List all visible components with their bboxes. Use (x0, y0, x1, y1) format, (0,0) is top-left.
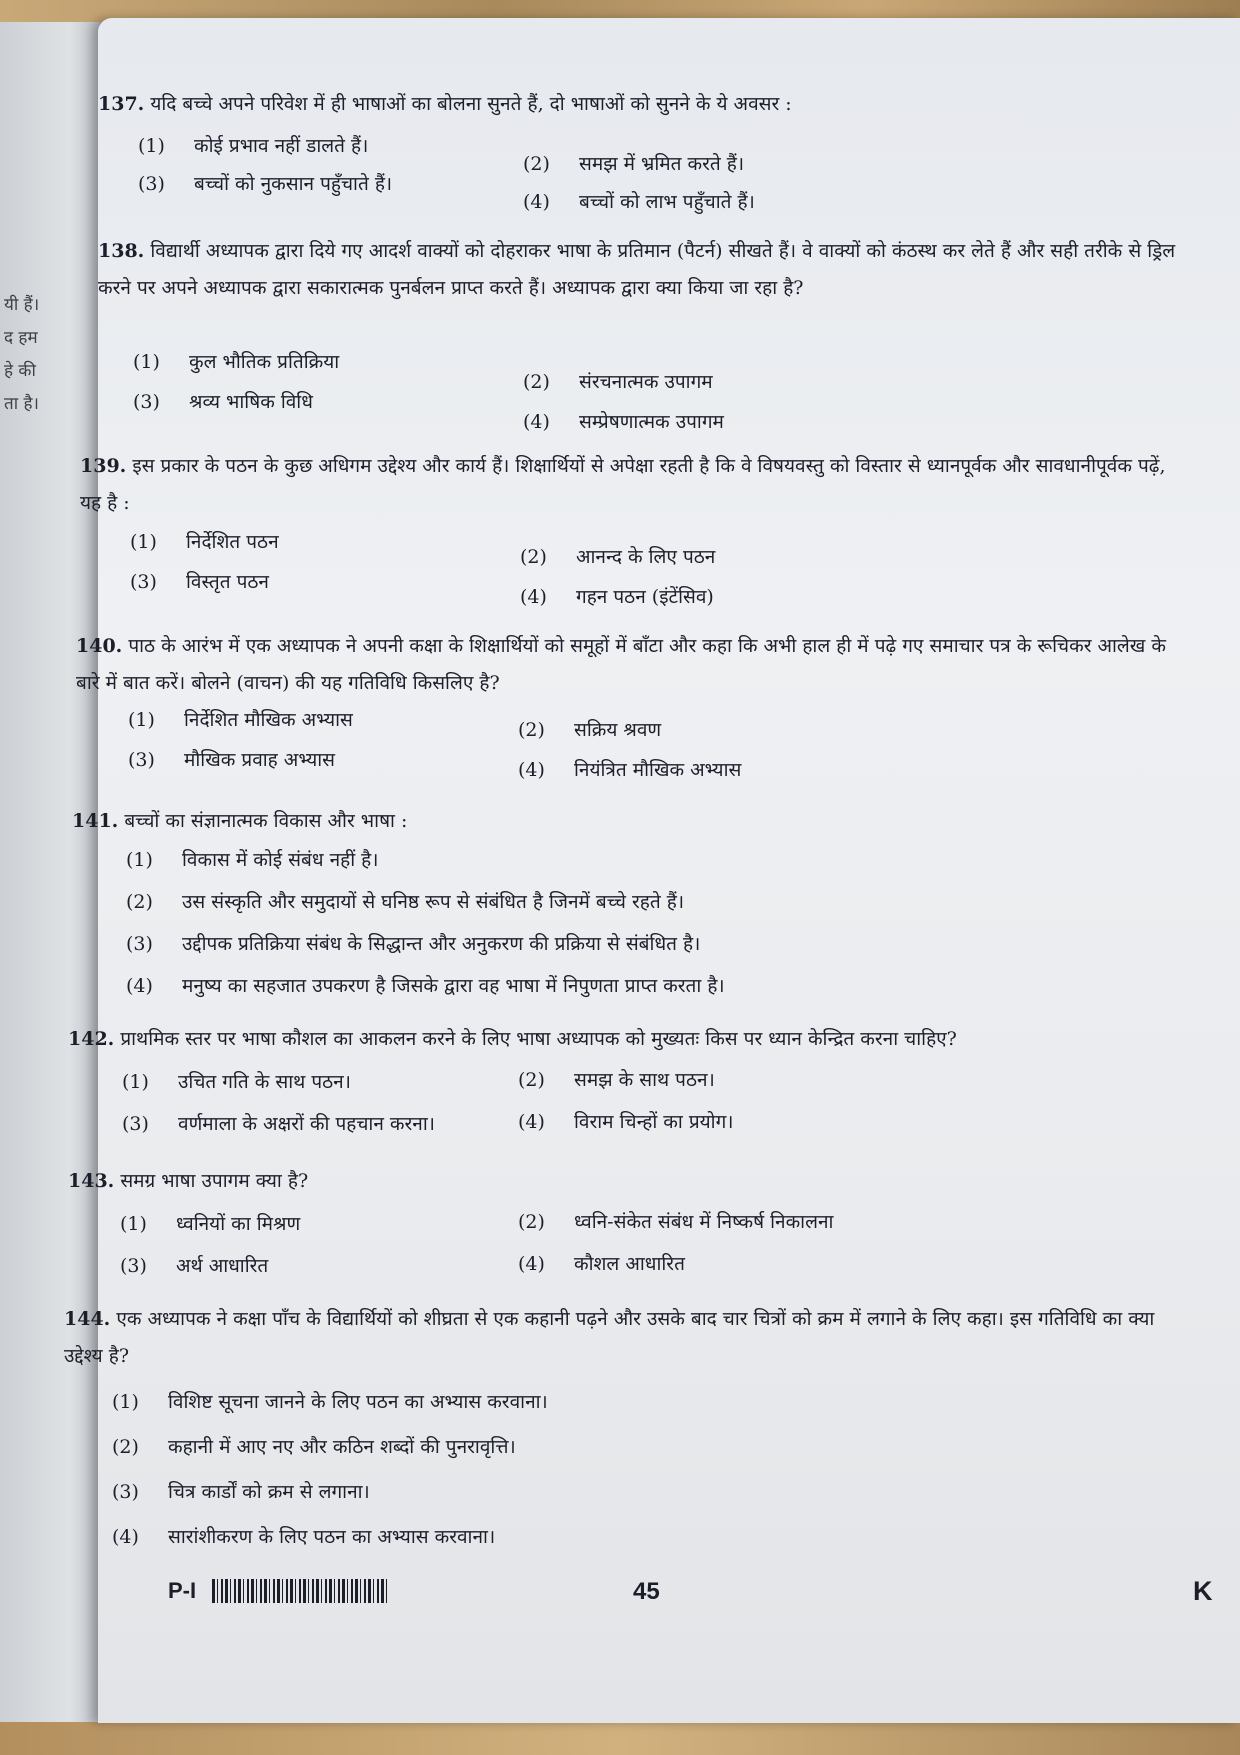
option: (3) मौखिक प्रवाह अभ्यास (128, 749, 336, 771)
question-text: समग्र भाषा उपागम क्या है? (120, 1170, 309, 1192)
question-text: विद्यार्थी अध्यापक द्वारा दिये गए आदर्श वाक्यों को दोहराकर भाषा के प्रतिमान (पैटर्न) सीखते हैं। वे वाक्यों को कंठस्थ कर लेते हैं और सही तरीके से ड्रिल करने पर अपने अध्यापक द्वारा सकारात्मक पुनर्बलन प्राप्त करते हैं। अध्यापक द्वारा क्या किया जा रहा है? (98, 240, 1176, 299)
option: (2) कहानी में आए नए और कठिन शब्दों की पुनरावृत्ति। (112, 1436, 516, 1458)
previous-page-fragment: द हम (4, 328, 38, 348)
option: (4) बच्चों को लाभ पहुँचाते हैं। (523, 191, 755, 213)
barcode (212, 1579, 388, 1603)
question-number: 138. (98, 240, 145, 262)
page-footer (98, 1578, 1240, 1618)
previous-page-edge (0, 22, 100, 1722)
option: (4) मनुष्य का सहजात उपकरण है जिसके द्वारा वह भाषा में निपुणता प्राप्त करता है। (126, 975, 725, 997)
option: (4) विराम चिन्हों का प्रयोग। (518, 1111, 734, 1133)
question-number: 143. (68, 1170, 115, 1192)
option: (3) अर्थ आधारित (120, 1255, 269, 1277)
question-text: बच्चों का संज्ञानात्मक विकास और भाषा : (124, 810, 408, 832)
option: (4) नियंत्रित मौखिक अभ्यास (518, 759, 742, 781)
option: (1) कुल भौतिक प्रतिक्रिया (133, 351, 340, 373)
question-number: 141. (72, 810, 119, 832)
option: (1) उचित गति के साथ पठन। (122, 1071, 351, 1093)
option: (3) उद्दीपक प्रतिक्रिया संबंध के सिद्धान्त और अनुकरण की प्रक्रिया से संबंधित है। (126, 933, 701, 955)
option: (3) विस्तृत पठन (130, 571, 269, 593)
exam-page (64, 18, 1240, 1723)
question-number: 137. (98, 93, 145, 115)
option: (2) आनन्द के लिए पठन (520, 546, 716, 568)
option: (3) वर्णमाला के अक्षरों की पहचान करना। (122, 1113, 435, 1135)
background-fabric-bottom (0, 1720, 1240, 1755)
option: (2) समझ में भ्रमित करते हैं। (523, 153, 745, 175)
option: (4) कौशल आधारित (518, 1253, 685, 1275)
option: (4) सारांशीकरण के लिए पठन का अभ्यास करवाना। (112, 1526, 496, 1548)
option: (2) ध्वनि-संकेत संबंध में निष्कर्ष निकालना (518, 1211, 834, 1233)
question-number: 144. (64, 1308, 111, 1330)
question-number: 139. (80, 455, 127, 477)
option: (2) समझ के साथ पठन। (518, 1069, 715, 1091)
option: (1) निर्देशित पठन (130, 531, 279, 553)
option: (2) सक्रिय श्रवण (518, 719, 662, 741)
option: (4) गहन पठन (इंटेंसिव) (520, 586, 714, 608)
previous-page-fragment: ता है। (4, 394, 39, 414)
page-number: 45 (633, 1578, 660, 1605)
option: (1) ध्वनियों का मिश्रण (120, 1213, 301, 1235)
option: (1) निर्देशित मौखिक अभ्यास (128, 709, 353, 731)
option: (2) उस संस्कृति और समुदायों से घनिष्ठ रूप से संबंधित है जिनमें बच्चे रहते हैं। (126, 891, 685, 913)
option: (2) संरचनात्मक उपागम (523, 371, 713, 393)
option: (3) चित्र कार्डों को क्रम से लगाना। (112, 1481, 370, 1503)
question-text: पाठ के आरंभ में एक अध्यापक ने अपनी कक्षा के शिक्षार्थियों को समूहों में बाँटा और कहा कि अभी हाल ही में पढ़े गए समाचार पत्र के रूचिकर आलेख के बारे में बात करें। बोलने (वाचन) की यह गतिविधि किसलिए है? (76, 635, 1166, 694)
option: (1) विशिष्ट सूचना जानने के लिए पठन का अभ्यास करवाना। (112, 1391, 548, 1413)
question-number: 142. (68, 1028, 115, 1050)
paper-code: P-I (168, 1578, 197, 1603)
option: (4) सम्प्रेषणात्मक उपागम (523, 411, 724, 433)
option: (3) श्रव्य भाषिक विधि (133, 391, 313, 413)
previous-page-fragment: हे की (4, 361, 36, 381)
set-code: K (1193, 1576, 1213, 1606)
question-text: प्राथमिक स्तर पर भाषा कौशल का आकलन करने के लिए भाषा अध्यापक को मुख्यतः किस पर ध्यान केन्द्रित करना चाहिए? (120, 1028, 957, 1050)
question-text: इस प्रकार के पठन के कुछ अधिगम उद्देश्य और कार्य हैं। शिक्षार्थियों से अपेक्षा रहती है कि वे विषयवस्तु को विस्तार से ध्यानपूर्वक और सावधानीपूर्वक पढ़ें, यह है : (80, 455, 1166, 514)
option: (3) बच्चों को नुकसान पहुँचाते हैं। (138, 173, 393, 195)
option: (1) विकास में कोई संबंध नहीं है। (126, 849, 379, 871)
question-text: यदि बच्चे अपने परिवेश में ही भाषाओं का बोलना सुनते हैं, दो भाषाओं को सुनने के ये अवसर : (150, 93, 792, 115)
question-text: एक अध्यापक ने कक्षा पाँच के विद्यार्थियों को शीघ्रता से एक कहानी पढ़ने और उसके बाद चार चित्रों को क्रम में लगाने के लिए कहा। इस गतिविधि का क्या उद्देश्य है? (64, 1308, 1155, 1367)
option: (1) कोई प्रभाव नहीं डालते हैं। (138, 135, 369, 157)
question-number: 140. (76, 635, 123, 657)
previous-page-fragment: यी हैं। (4, 295, 40, 315)
